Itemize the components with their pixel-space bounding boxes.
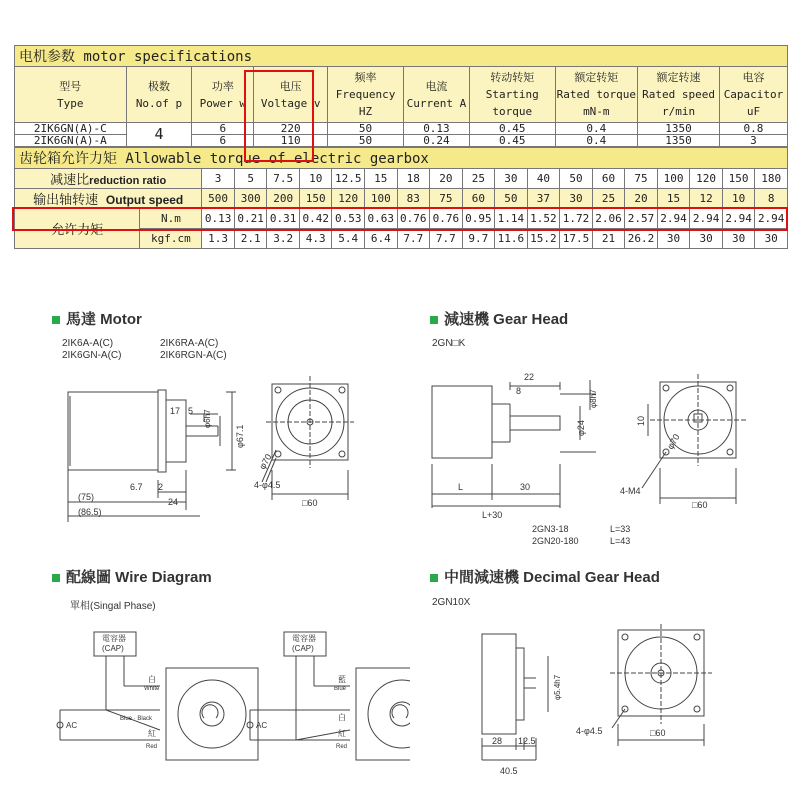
motor-spec-header [15, 67, 788, 123]
torque-nm-row [15, 209, 788, 229]
cell-current: 0.24 [403, 135, 469, 147]
wire-color-label: 藍 [338, 675, 346, 684]
gearbox-cell: 83 [397, 189, 430, 209]
dim-label: 6.7 [130, 482, 143, 492]
dim-label: φ67.1 [235, 424, 245, 448]
gearbox-cell: 150 [722, 169, 755, 189]
dim-label: (75) [78, 492, 95, 502]
gearbox-cell: 0.63 [365, 209, 398, 229]
gearbox-cell: 30 [560, 189, 593, 209]
cell-rated-torque: 0.4 [555, 135, 637, 147]
gearbox-cell: 60 [462, 189, 495, 209]
dim-label: □60 [650, 728, 666, 738]
gearhead-note: L=33 [610, 524, 631, 534]
gearbox-cell: 25 [592, 189, 625, 209]
cap-label: (CAP) [102, 644, 124, 653]
spec-sheet [14, 45, 788, 249]
gearbox-cell: 7.7 [430, 229, 463, 249]
motor-spec-table [14, 45, 788, 147]
gearhead-section-title: 減速機 Gear Head [430, 308, 568, 329]
gearbox-cell: 180 [755, 169, 788, 189]
dim-label: 4-φ4.5 [576, 726, 603, 736]
motor-spec-title: 电机参数 motor specifications [15, 46, 788, 67]
dim-label: L [458, 482, 464, 492]
ac-label: AC [256, 721, 268, 730]
motor-row-c [15, 123, 788, 135]
dim-label: 4-M4 [620, 486, 641, 496]
bullet-icon [52, 316, 60, 324]
wire-diagram [40, 620, 410, 790]
gearbox-cell: 4.3 [299, 229, 332, 249]
cap-label: 電容器 [292, 634, 316, 643]
gearbox-cell: 20 [430, 169, 463, 189]
dim-label: 28 [492, 736, 503, 746]
gearbox-cell: 10 [299, 169, 332, 189]
wire-color-label: Red [146, 744, 158, 750]
gearbox-cell: 30 [690, 229, 723, 249]
gearbox-cell: 2.94 [722, 209, 755, 229]
dim-label: φ8h7 [589, 389, 598, 408]
cap-label: 電容器 [102, 634, 126, 643]
wire-diagram-ccw [57, 632, 258, 760]
gearbox-cell: 30 [657, 229, 690, 249]
header-type: 型号 Type [15, 67, 127, 123]
bullet-icon [430, 316, 438, 324]
cell-power: 6 [192, 123, 254, 135]
ratio-row [15, 169, 788, 189]
gearbox-cell: 3.2 [267, 229, 300, 249]
wire-motor-face [356, 668, 410, 760]
gearbox-cell: 0.76 [397, 209, 430, 229]
gearbox-cell: 0.13 [202, 209, 235, 229]
gearbox-cell: 300 [234, 189, 267, 209]
decimal-gearhead-drawing [460, 620, 780, 790]
cell-voltage: 110 [254, 135, 328, 147]
gearbox-cell: 12.5 [332, 169, 365, 189]
gearbox-cell: 5 [234, 169, 267, 189]
gearbox-cell: 30 [722, 229, 755, 249]
cell-voltage: 220 [254, 123, 328, 135]
output-speed-label: 输出轴转速 Output speed [15, 189, 202, 209]
header-frequency: 频率 Frequency HZ [328, 67, 404, 123]
cell-starting-torque: 0.45 [469, 123, 555, 135]
wire-color-label: Red [336, 744, 348, 750]
wire-color-label: White [144, 686, 160, 692]
unit-nm: N.m [140, 209, 202, 229]
gearbox-cell: 1.14 [495, 209, 528, 229]
wire-section-title: 配線圖 Wire Diagram [52, 566, 212, 587]
dim-label: 2 [158, 482, 164, 492]
wire-color-label: Blue · Black [120, 716, 153, 722]
gearbox-cell: 100 [365, 189, 398, 209]
wire-color-label: 紅 [338, 729, 346, 738]
gearbox-cell: 100 [657, 169, 690, 189]
cell-poles: 4 [126, 123, 192, 147]
gearbox-cell: 1.72 [560, 209, 593, 229]
gearbox-cell: 0.42 [299, 209, 332, 229]
gearbox-cell: 0.95 [462, 209, 495, 229]
gearbox-cell: 0.76 [430, 209, 463, 229]
gearbox-cell: 15 [365, 169, 398, 189]
decimal-model: 2GN10X [432, 597, 471, 608]
cell-rated-torque: 0.4 [555, 123, 637, 135]
gearbox-cell: 15 [657, 189, 690, 209]
gearbox-cell: 7.5 [267, 169, 300, 189]
gearbox-cell: 17.5 [560, 229, 593, 249]
gearbox-cell: 5.4 [332, 229, 365, 249]
motor-body-side [68, 392, 158, 470]
output-speed-row [15, 189, 788, 209]
gearbox-cell: 26.2 [625, 229, 658, 249]
cell-frequency: 50 [328, 123, 404, 135]
dim-label: 40.5 [500, 766, 518, 776]
dim-label: 12.5 [518, 736, 536, 746]
header-rated-speed: 额定转速 Rated speed r/min [638, 67, 720, 123]
gearbox-cell: 30 [495, 169, 528, 189]
header-poles: 极数 No.of p [126, 67, 192, 123]
dim-label: φ70 [257, 452, 274, 471]
motor-model: 2IK6A-A(C) [62, 338, 114, 349]
dim-label: 8 [516, 386, 522, 396]
dim-label: (86.5) [78, 507, 102, 517]
gearbox-cell: 37 [527, 189, 560, 209]
cap-label: (CAP) [292, 644, 314, 653]
cell-type: 2IK6GN(A)-C [15, 123, 127, 135]
cell-rated-speed: 1350 [638, 123, 720, 135]
gearbox-cell: 50 [560, 169, 593, 189]
decimal-body-side [482, 634, 516, 734]
gearbox-cell: 6.4 [365, 229, 398, 249]
header-current: 电流 Current A [403, 67, 469, 123]
dim-label: φ24 [576, 420, 586, 436]
dim-label: φ5.4h7 [553, 674, 562, 700]
gearbox-torque-table [14, 147, 788, 249]
gearbox-cell: 40 [527, 169, 560, 189]
gearbox-cell: 0.21 [234, 209, 267, 229]
header-capacitor: 电容 Capacitor uF [719, 67, 787, 123]
cell-current: 0.13 [403, 123, 469, 135]
decimal-section-title: 中間減速機 Decimal Gear Head [430, 566, 660, 587]
dim-label: 4-φ4.5 [254, 480, 281, 490]
wire-color-label: 白 [338, 713, 346, 722]
gearbox-cell: 120 [332, 189, 365, 209]
cell-type: 2IK6GN(A)-A [15, 135, 127, 147]
gearbox-cell: 500 [202, 189, 235, 209]
gearbox-cell: 7.7 [397, 229, 430, 249]
gearbox-cell: 2.1 [234, 229, 267, 249]
dim-label: □60 [692, 500, 708, 510]
gearbox-cell: 2.94 [690, 209, 723, 229]
dim-label: □60 [302, 498, 318, 508]
dim-label: 17 [170, 406, 181, 416]
gearhead-note: L=43 [610, 536, 631, 546]
gearbox-cell: 120 [690, 169, 723, 189]
ac-label: AC [66, 721, 78, 730]
cell-frequency: 50 [328, 135, 404, 147]
gearbox-cell: 9.7 [462, 229, 495, 249]
gearbox-cell: 60 [592, 169, 625, 189]
gearbox-cell: 18 [397, 169, 430, 189]
motor-model: 2IK6RA-A(C) [160, 338, 219, 349]
wire-motor-face [166, 668, 258, 760]
gearbox-cell: 11.6 [495, 229, 528, 249]
bullet-icon [52, 574, 60, 582]
header-rated-torque: 额定转矩 Rated torque mN-m [555, 67, 637, 123]
dim-label: φ6h7 [203, 409, 212, 428]
gearbox-cell: 2.94 [657, 209, 690, 229]
torque-label: 允许力矩 [15, 209, 140, 249]
header-voltage: 电压 Voltage v [254, 67, 328, 123]
wire-color-label: 紅 [148, 729, 156, 738]
gearbox-cell: 1.52 [527, 209, 560, 229]
motor-model: 2IK6RGN-A(C) [160, 350, 227, 361]
gearbox-cell: 50 [495, 189, 528, 209]
dim-label: 10 [636, 415, 646, 426]
gearbox-cell: 2.06 [592, 209, 625, 229]
cell-capacitor: 3 [719, 135, 787, 147]
gearbox-cell: 75 [625, 169, 658, 189]
gearbox-cell: 8 [755, 189, 788, 209]
gearbox-cell: 3 [202, 169, 235, 189]
gearbox-cell: 0.31 [267, 209, 300, 229]
cell-rated-speed: 1350 [638, 135, 720, 147]
dim-label: 5 [188, 406, 194, 416]
gearbox-cell: 10 [722, 189, 755, 209]
gearbox-cell: 2.57 [625, 209, 658, 229]
gearhead-note: 2GN3-18 [532, 524, 569, 534]
bullet-icon [430, 574, 438, 582]
wire-subtitle: 單相(Singal Phase) [70, 601, 156, 612]
gearhead-model: 2GN□K [432, 338, 466, 349]
gearbox-cell: 2.94 [755, 209, 788, 229]
gearbox-cell: 15.2 [527, 229, 560, 249]
motor-section-title: 馬達 Motor [52, 308, 142, 329]
cell-power: 6 [192, 135, 254, 147]
gearbox-cell: 150 [299, 189, 332, 209]
gearbox-cell: 0.53 [332, 209, 365, 229]
header-starting-torque: 转动转矩 Starting torque [469, 67, 555, 123]
gearbox-cell: 1.3 [202, 229, 235, 249]
unit-kgf: kgf.cm [140, 229, 202, 249]
gearbox-cell: 200 [267, 189, 300, 209]
gearbox-cell: 12 [690, 189, 723, 209]
motor-drawing [40, 370, 380, 530]
cell-capacitor: 0.8 [719, 123, 787, 135]
gearbox-cell: 21 [592, 229, 625, 249]
motor-model: 2IK6GN-A(C) [62, 350, 122, 361]
gearhead-note: 2GN20-180 [532, 536, 579, 546]
dim-label: 24 [168, 497, 179, 507]
gearbox-cell: 75 [430, 189, 463, 209]
gearhead-drawing [420, 360, 780, 550]
ratio-label: 减速比reduction ratio [15, 169, 202, 189]
cell-starting-torque: 0.45 [469, 135, 555, 147]
dim-label: 22 [524, 372, 535, 382]
dim-label: 30 [520, 482, 531, 492]
gearbox-cell: 20 [625, 189, 658, 209]
gearbox-title: 齿轮箱允许力矩 Allowable torque of electric gearbox [15, 148, 788, 169]
wire-diagram-cw [247, 632, 410, 760]
wire-color-label: Blue [334, 686, 347, 692]
wire-color-label: 白 [148, 675, 156, 684]
header-power: 功率 Power w [192, 67, 254, 123]
dim-label: L+30 [482, 510, 503, 520]
dim-label: φ70 [665, 432, 682, 451]
gearhead-body-side [432, 386, 492, 458]
gearbox-cell: 30 [755, 229, 788, 249]
gearbox-cell: 25 [462, 169, 495, 189]
